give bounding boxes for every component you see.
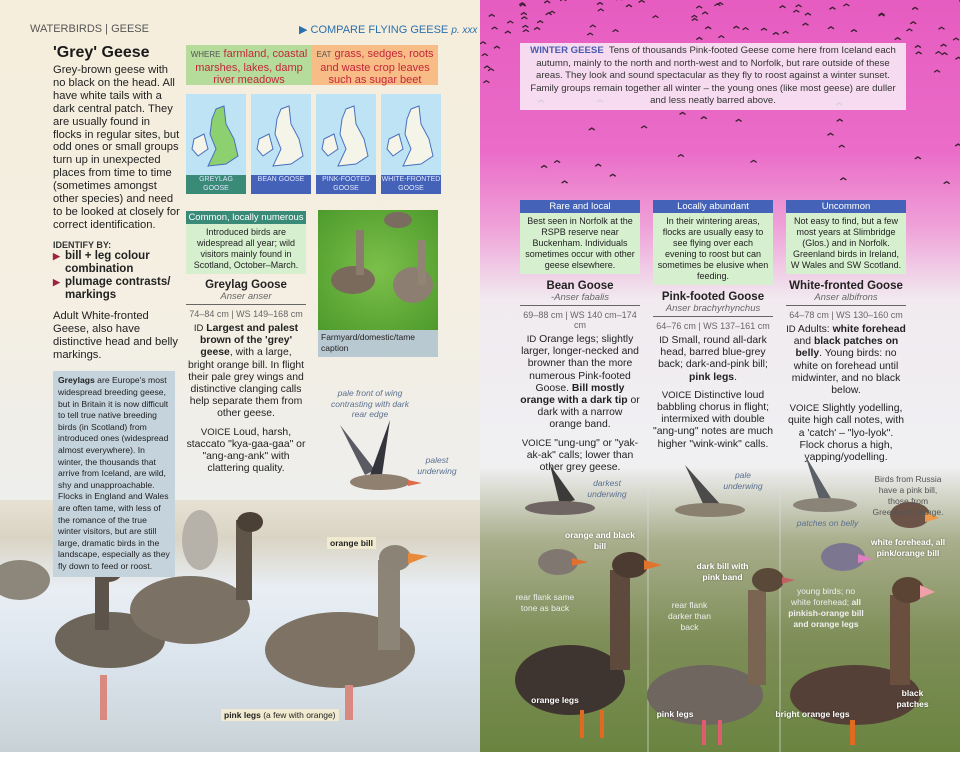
wf-legs-label: bright orange legs <box>775 709 850 720</box>
bullet-arrow-icon: ▶ <box>53 250 65 276</box>
flying-goose-mark <box>910 22 916 24</box>
flying-goose-mark <box>944 182 950 184</box>
flying-goose-mark <box>560 0 566 1</box>
flying-goose-mark <box>696 38 702 40</box>
greylag-flight-illustration <box>330 420 425 500</box>
flying-goose-mark <box>915 46 921 48</box>
bean-bill-label: orange and black bill <box>565 530 635 552</box>
pf-flank-label: rear flank darker than back <box>662 600 717 633</box>
species-latin: Anser anser <box>186 291 306 305</box>
pink-legs-label: pink legs <box>224 710 261 720</box>
farmyard-photo <box>318 210 438 330</box>
flying-goose-mark <box>953 38 959 40</box>
identify-heading: IDENTIFY BY: <box>53 240 181 250</box>
voice-text: Distinctive loud babbling chorus in flight; intermixed with double "ang-ung" notes are much higher "wink-wink" calls. <box>653 390 773 450</box>
winter-text: Tens of thousands Pink-footed Geese come here from Iceland each autumn, mainly to the north and north-west and to Norfolk, but rare outside of these areas. They look and sound spectacular as they fly to roost against a winter sunset. Family groups remain together all winter – the young ones (like most geese) are duller and less neatly barred above. <box>530 45 895 106</box>
species-name: Greylag Goose <box>186 279 306 291</box>
flying-goose-mark <box>837 119 843 121</box>
orange-bill-label: orange bill <box>327 537 376 549</box>
id-label: ID <box>527 334 537 345</box>
section-header: WATERBIRDS | GEESE <box>30 23 149 35</box>
id-text: , with a large, bright orange bill. In flight their pale grey wings and distinctive clanging calls help separate them from other geese. <box>188 347 304 419</box>
flying-goose-mark <box>562 181 568 183</box>
flying-goose-mark <box>718 36 724 38</box>
flying-goose-mark <box>736 119 742 121</box>
bullet-arrow-icon: ▶ <box>53 276 65 302</box>
flying-goose-mark <box>597 3 603 5</box>
flying-goose-mark <box>780 6 786 8</box>
flying-goose-mark <box>696 6 702 8</box>
id-text: . Young birds: no white on forehead until midwinter, and no black below. <box>792 348 901 396</box>
flying-goose-mark <box>829 7 835 9</box>
pf-legs-label: pink legs <box>650 709 700 720</box>
flying-goose-mark <box>793 10 799 12</box>
flying-goose-mark <box>534 28 540 30</box>
distribution-map <box>186 94 246 194</box>
greylag-account <box>186 279 306 475</box>
identify-item <box>53 276 181 302</box>
flying-goose-mark <box>912 7 918 9</box>
compare-page: p. xxx <box>451 25 477 36</box>
greylag-underwing-note: palest underwing <box>412 455 462 476</box>
id-text: Orange legs; slightly larger, longer-necked and browner than the more numerous Pink-footed Goose. <box>521 334 639 394</box>
status-badge: Uncommon <box>786 200 906 213</box>
flying-goose-mark <box>955 144 960 146</box>
status-text: Best seen in Norfolk at the RSPB reserve near Buckenham. Individuals sometimes occur with other geese elsewhere. <box>520 213 640 274</box>
flying-goose-mark <box>895 38 901 40</box>
species-column <box>653 200 773 451</box>
id-bold: Largest and palest brown of the 'grey' geese <box>200 323 298 358</box>
voice-label: VOICE <box>201 427 231 438</box>
voice-label: VOICE <box>662 390 692 401</box>
voice-text: Loud, harsh, staccato "kya-gaa-gaa" or "ang-ang-ank" with clattering quality. <box>187 427 306 475</box>
distribution-map <box>381 94 441 194</box>
flying-goose-mark <box>906 29 912 31</box>
species-size: 74–84 cm | WS 149–168 cm <box>186 309 306 319</box>
flying-goose-mark <box>505 31 511 33</box>
flying-goose-mark <box>489 14 495 16</box>
where-box <box>186 45 312 85</box>
greylag-status <box>186 211 306 274</box>
flying-goose-mark <box>692 19 698 21</box>
compare-link[interactable] <box>299 23 477 36</box>
flying-goose-mark <box>641 126 647 128</box>
where-label: WHERE <box>191 50 221 59</box>
wf-young-label: young birds; no white forehead; <box>791 586 855 607</box>
flying-goose-mark <box>521 17 527 19</box>
arrow-right-icon: ▶ <box>299 24 311 36</box>
flying-goose-mark <box>843 4 849 6</box>
flying-goose-mark <box>480 42 486 44</box>
map-label: PINK-FOOTED GOOSE <box>316 175 376 194</box>
flying-goose-mark <box>935 52 941 54</box>
pink-underwing-note: pale underwing <box>718 470 768 491</box>
species-latin: -Anser fabalis <box>520 292 640 306</box>
status-text: In their wintering areas, flocks are usually easy to see flying over each evening to roost but can sometimes be elusive when feeding. <box>653 213 773 285</box>
greylag-wing-note: pale front of wing contrasting with dark rear edge <box>330 388 410 420</box>
flying-goose-mark <box>955 57 960 59</box>
flying-goose-mark <box>678 155 684 157</box>
bean-flank-label: rear flank same tone as back <box>515 592 575 614</box>
id-text: Small, round all-dark head, barred blue-grey back; dark-and-pink bill; <box>658 335 768 370</box>
flying-goose-mark <box>915 157 921 159</box>
id-bold: black patches on belly <box>795 336 898 359</box>
wf-russia-note: Birds from Russia have a pink bill, those from Greenland orange. <box>872 474 944 518</box>
greylag-column <box>186 211 306 475</box>
greylag-box-text: are Europe's most widespread breeding geese, but in Britain it is now difficult to tell true native breeding birds (in Scotland) from introduced ones (widespread almost everywhere). In winter, the thousands that arrive from Iceland, are wild, shy and unapproachable. Flocks in England and Wales are often tame, with less of the romance of the true winter visitors, but are still large, dramatic birds in the landscape, especially as they fly down to feed or roost. <box>58 375 170 571</box>
id-label: ID <box>659 335 669 346</box>
voice-label: VOICE <box>790 403 820 414</box>
species-name: Pink-footed Goose <box>653 291 773 303</box>
flying-goose-mark <box>610 174 616 176</box>
pink-legs-note: (a few with orange) <box>263 710 335 720</box>
intro-text: Grey-brown geese with no black on the head. All have white tails with a dark central patch. They are usually found in flocks in regular sites, but odd ones or small groups turn up in unexpected places from time to time (sometimes amongst other species) and need to be looked at closely for correct identification. <box>53 64 181 232</box>
eat-box <box>312 45 438 85</box>
status-badge: Rare and local <box>520 200 640 213</box>
identify-item <box>53 250 181 276</box>
voice-text: "ung-ung" or "yak-ak-ak" calls; lower than other grey geese. <box>527 438 638 473</box>
id-text: or dark with a narrow orange band. <box>538 395 640 430</box>
flying-goose-mark <box>483 81 489 83</box>
id-text: Adults: <box>798 324 833 335</box>
distribution-map <box>316 94 376 194</box>
species-latin: Anser brachyrhynchus <box>653 303 773 317</box>
flying-goose-mark <box>494 46 500 48</box>
identify-item-text: plumage contrasts/ markings <box>65 276 181 302</box>
voice-label: VOICE <box>522 438 552 449</box>
flying-goose-mark <box>934 70 940 72</box>
wf-belly-note: patches on belly <box>790 518 865 529</box>
intro-column <box>53 44 181 577</box>
map-label: BEAN GOOSE <box>251 175 311 194</box>
id-label: ID <box>194 323 204 334</box>
flying-goose-mark <box>840 178 846 180</box>
flying-goose-mark <box>827 133 833 135</box>
eat-text: grass, sedges, roots and waste crop leaves such as sugar beet <box>320 48 433 86</box>
bean-legs-label: orange legs <box>525 695 585 706</box>
flying-goose-mark <box>828 27 834 29</box>
flying-goose-mark <box>805 13 811 15</box>
flying-goose-mark <box>554 161 560 163</box>
pf-bill-label: dark bill with pink band <box>690 561 755 583</box>
species-name: Bean Goose <box>520 280 640 292</box>
flying-goose-mark <box>626 5 632 7</box>
bean-underwing-note: darkest underwing <box>582 478 632 499</box>
flying-goose-mark <box>549 11 555 13</box>
wf-young-bold: all pinkish-orange bill and orange legs <box>788 597 864 629</box>
flying-goose-mark <box>523 30 529 32</box>
winter-geese-box <box>520 43 906 110</box>
photo-caption: Farmyard/domestic/tame caption <box>318 330 438 357</box>
id-bold: white forehead <box>833 324 906 335</box>
flying-goose-mark <box>613 30 619 32</box>
id-label: ID <box>786 324 796 335</box>
flying-goose-mark <box>942 53 948 55</box>
intro-extra: Adult White-fronted Geese, also have distinctive head and belly markings. <box>53 310 181 362</box>
flying-goose-mark <box>537 21 543 23</box>
status-badge: Common, locally numerous <box>186 211 306 224</box>
distribution-map <box>251 94 311 194</box>
id-text: . <box>734 372 737 383</box>
flying-goose-mark <box>507 21 513 23</box>
flying-goose-mark <box>851 30 857 32</box>
winter-title: WINTER GEESE <box>530 45 604 56</box>
flying-goose-mark <box>492 27 498 29</box>
eat-label: EAT <box>316 50 331 59</box>
greylag-box-lead: Greylags <box>58 375 95 385</box>
flying-goose-mark <box>653 16 659 18</box>
flying-goose-mark <box>541 166 547 168</box>
flying-goose-mark <box>802 23 808 25</box>
flying-goose-mark <box>590 25 596 27</box>
flying-goose-mark <box>680 112 686 114</box>
flying-goose-mark <box>938 27 944 29</box>
identify-item-text: bill + leg colour combination <box>65 250 181 276</box>
wf-head-label: white forehead, all pink/orange bill <box>868 537 948 559</box>
species-size: 64–76 cm | WS 137–161 cm <box>653 321 773 331</box>
species-column <box>786 200 906 464</box>
wf-patches-label: black patches <box>890 688 935 710</box>
page-title: 'Grey' Geese <box>53 44 181 62</box>
flying-goose-mark <box>521 13 527 15</box>
flying-goose-mark <box>796 5 802 7</box>
flying-goose-mark <box>783 31 789 33</box>
flying-goose-mark <box>587 33 593 35</box>
flying-goose-mark <box>488 69 494 71</box>
map-label: GREYLAG GOOSE <box>186 175 246 194</box>
flying-goose-mark <box>743 28 749 30</box>
compare-label: COMPARE FLYING GEESE <box>311 24 449 36</box>
flying-goose-mark <box>598 9 604 11</box>
flying-goose-mark <box>484 66 490 68</box>
id-bold: Bill mostly orange with a dark tip <box>520 383 627 406</box>
species-size: 64–78 cm | WS 130–160 cm <box>786 310 906 320</box>
id-bold: pink legs <box>689 372 734 383</box>
identify-section <box>53 240 181 302</box>
status-text: Not easy to find, but a few most years at Slimbridge (Glos.) and in Norfolk. Greenland birds in Ireland, W Wales and SW Scotland. <box>786 213 906 274</box>
flying-goose-mark <box>733 26 739 28</box>
flying-goose-mark <box>839 145 845 147</box>
flying-goose-mark <box>589 128 595 130</box>
flying-goose-mark <box>544 1 550 3</box>
flying-goose-mark <box>916 52 922 54</box>
id-text: and <box>794 336 814 347</box>
status-text: Introduced birds are widespread all year; wild visitors mainly found in Scotland, October–March. <box>186 224 306 274</box>
where-text: farmland, coastal marshes, lakes, damp river meadows <box>195 48 307 86</box>
voice-text: Slightly yodelling, quite high call notes, with a 'catch' – "lyo-lyok". Flock chorus a high, yapping/yodelling. <box>788 403 904 463</box>
flying-goose-mark <box>702 12 708 14</box>
flying-goose-mark <box>595 164 601 166</box>
flying-goose-mark <box>482 54 488 56</box>
flying-goose-mark <box>691 15 697 17</box>
status-badge: Locally abundant <box>653 200 773 213</box>
species-name: White-fronted Goose <box>786 280 906 292</box>
flying-goose-mark <box>773 33 779 35</box>
species-latin: Anser albifrons <box>786 292 906 306</box>
flying-goose-mark <box>639 0 645 2</box>
flying-goose-mark <box>941 44 947 46</box>
flying-goose-mark <box>761 28 767 30</box>
flying-goose-mark <box>751 160 757 162</box>
flying-goose-mark <box>546 13 552 15</box>
flying-goose-mark <box>701 117 707 119</box>
flying-goose-mark <box>705 27 711 29</box>
flying-goose-mark <box>522 25 528 27</box>
greylag-info-box <box>53 371 175 576</box>
map-label: WHITE-FRONTED GOOSE <box>381 175 441 194</box>
species-size: 69–88 cm | WS 140 cm–174 cm <box>520 310 640 330</box>
